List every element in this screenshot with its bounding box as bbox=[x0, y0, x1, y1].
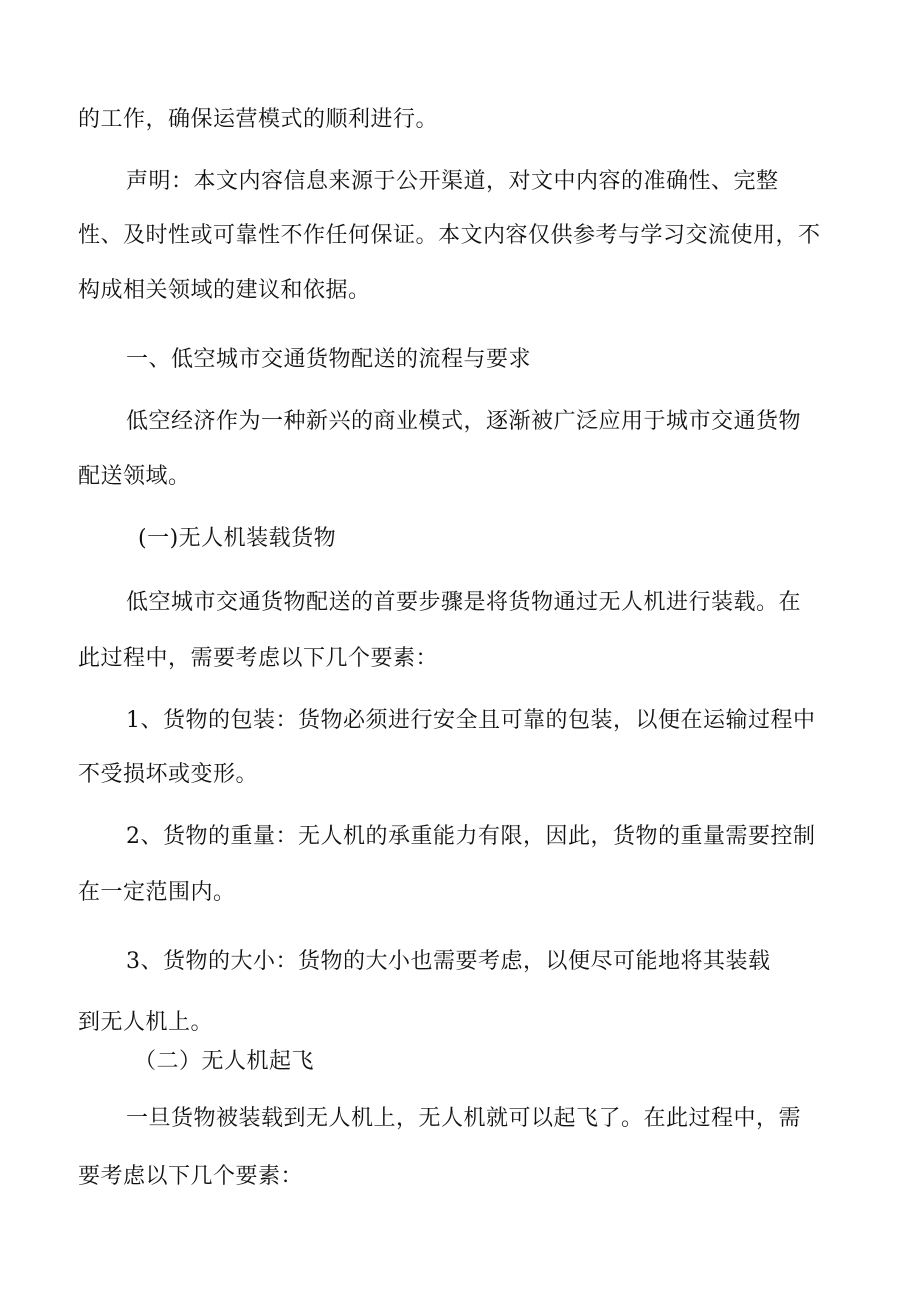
disclaimer-line: 声明：本文内容信息来源于公开渠道，对文中内容的准确性、完整 bbox=[126, 169, 779, 194]
disclaimer-line: 性、及时性或可靠性不作任何保证。本文内容仅供参考与学习交流使用，不 bbox=[78, 223, 821, 248]
subsection-heading: （二）无人机起飞 bbox=[134, 1049, 315, 1074]
text-line: 的工作，确保运营模式的顺利进行。 bbox=[78, 107, 439, 132]
subsection-heading: (一)无人机装载货物 bbox=[138, 526, 337, 551]
paragraph-line: 低空城市交通货物配送的首要步骤是将货物通过无人机进行装载。在 bbox=[126, 590, 802, 615]
section-heading: 一、低空城市交通货物配送的流程与要求 bbox=[126, 347, 532, 372]
list-item-line: 在一定范围内。 bbox=[78, 880, 236, 905]
paragraph-line: 配送领域。 bbox=[78, 464, 191, 489]
list-item-line: 1、货物的包装：货物必须进行安全且可靠的包装，以便在运输过程中 bbox=[126, 708, 816, 733]
paragraph-line: 要考虑以下几个要素： bbox=[78, 1164, 304, 1189]
paragraph-line: 此过程中，需要考虑以下几个要素： bbox=[78, 646, 439, 671]
disclaimer-line: 构成相关领域的建议和依据。 bbox=[78, 278, 371, 303]
list-item-line: 2、货物的重量：无人机的承重能力有限，因此，货物的重量需要控制 bbox=[126, 824, 816, 849]
list-item-line: 到无人机上。 bbox=[78, 1010, 214, 1035]
paragraph-line: 一旦货物被装载到无人机上，无人机就可以起飞了。在此过程中，需 bbox=[126, 1106, 802, 1131]
list-item-line: 3、货物的大小：货物的大小也需要考虑，以便尽可能地将其装载 bbox=[126, 949, 771, 974]
list-item-line: 不受损坏或变形。 bbox=[78, 762, 259, 787]
paragraph-line: 低空经济作为一种新兴的商业模式，逐渐被广泛应用于城市交通货物 bbox=[126, 409, 802, 434]
